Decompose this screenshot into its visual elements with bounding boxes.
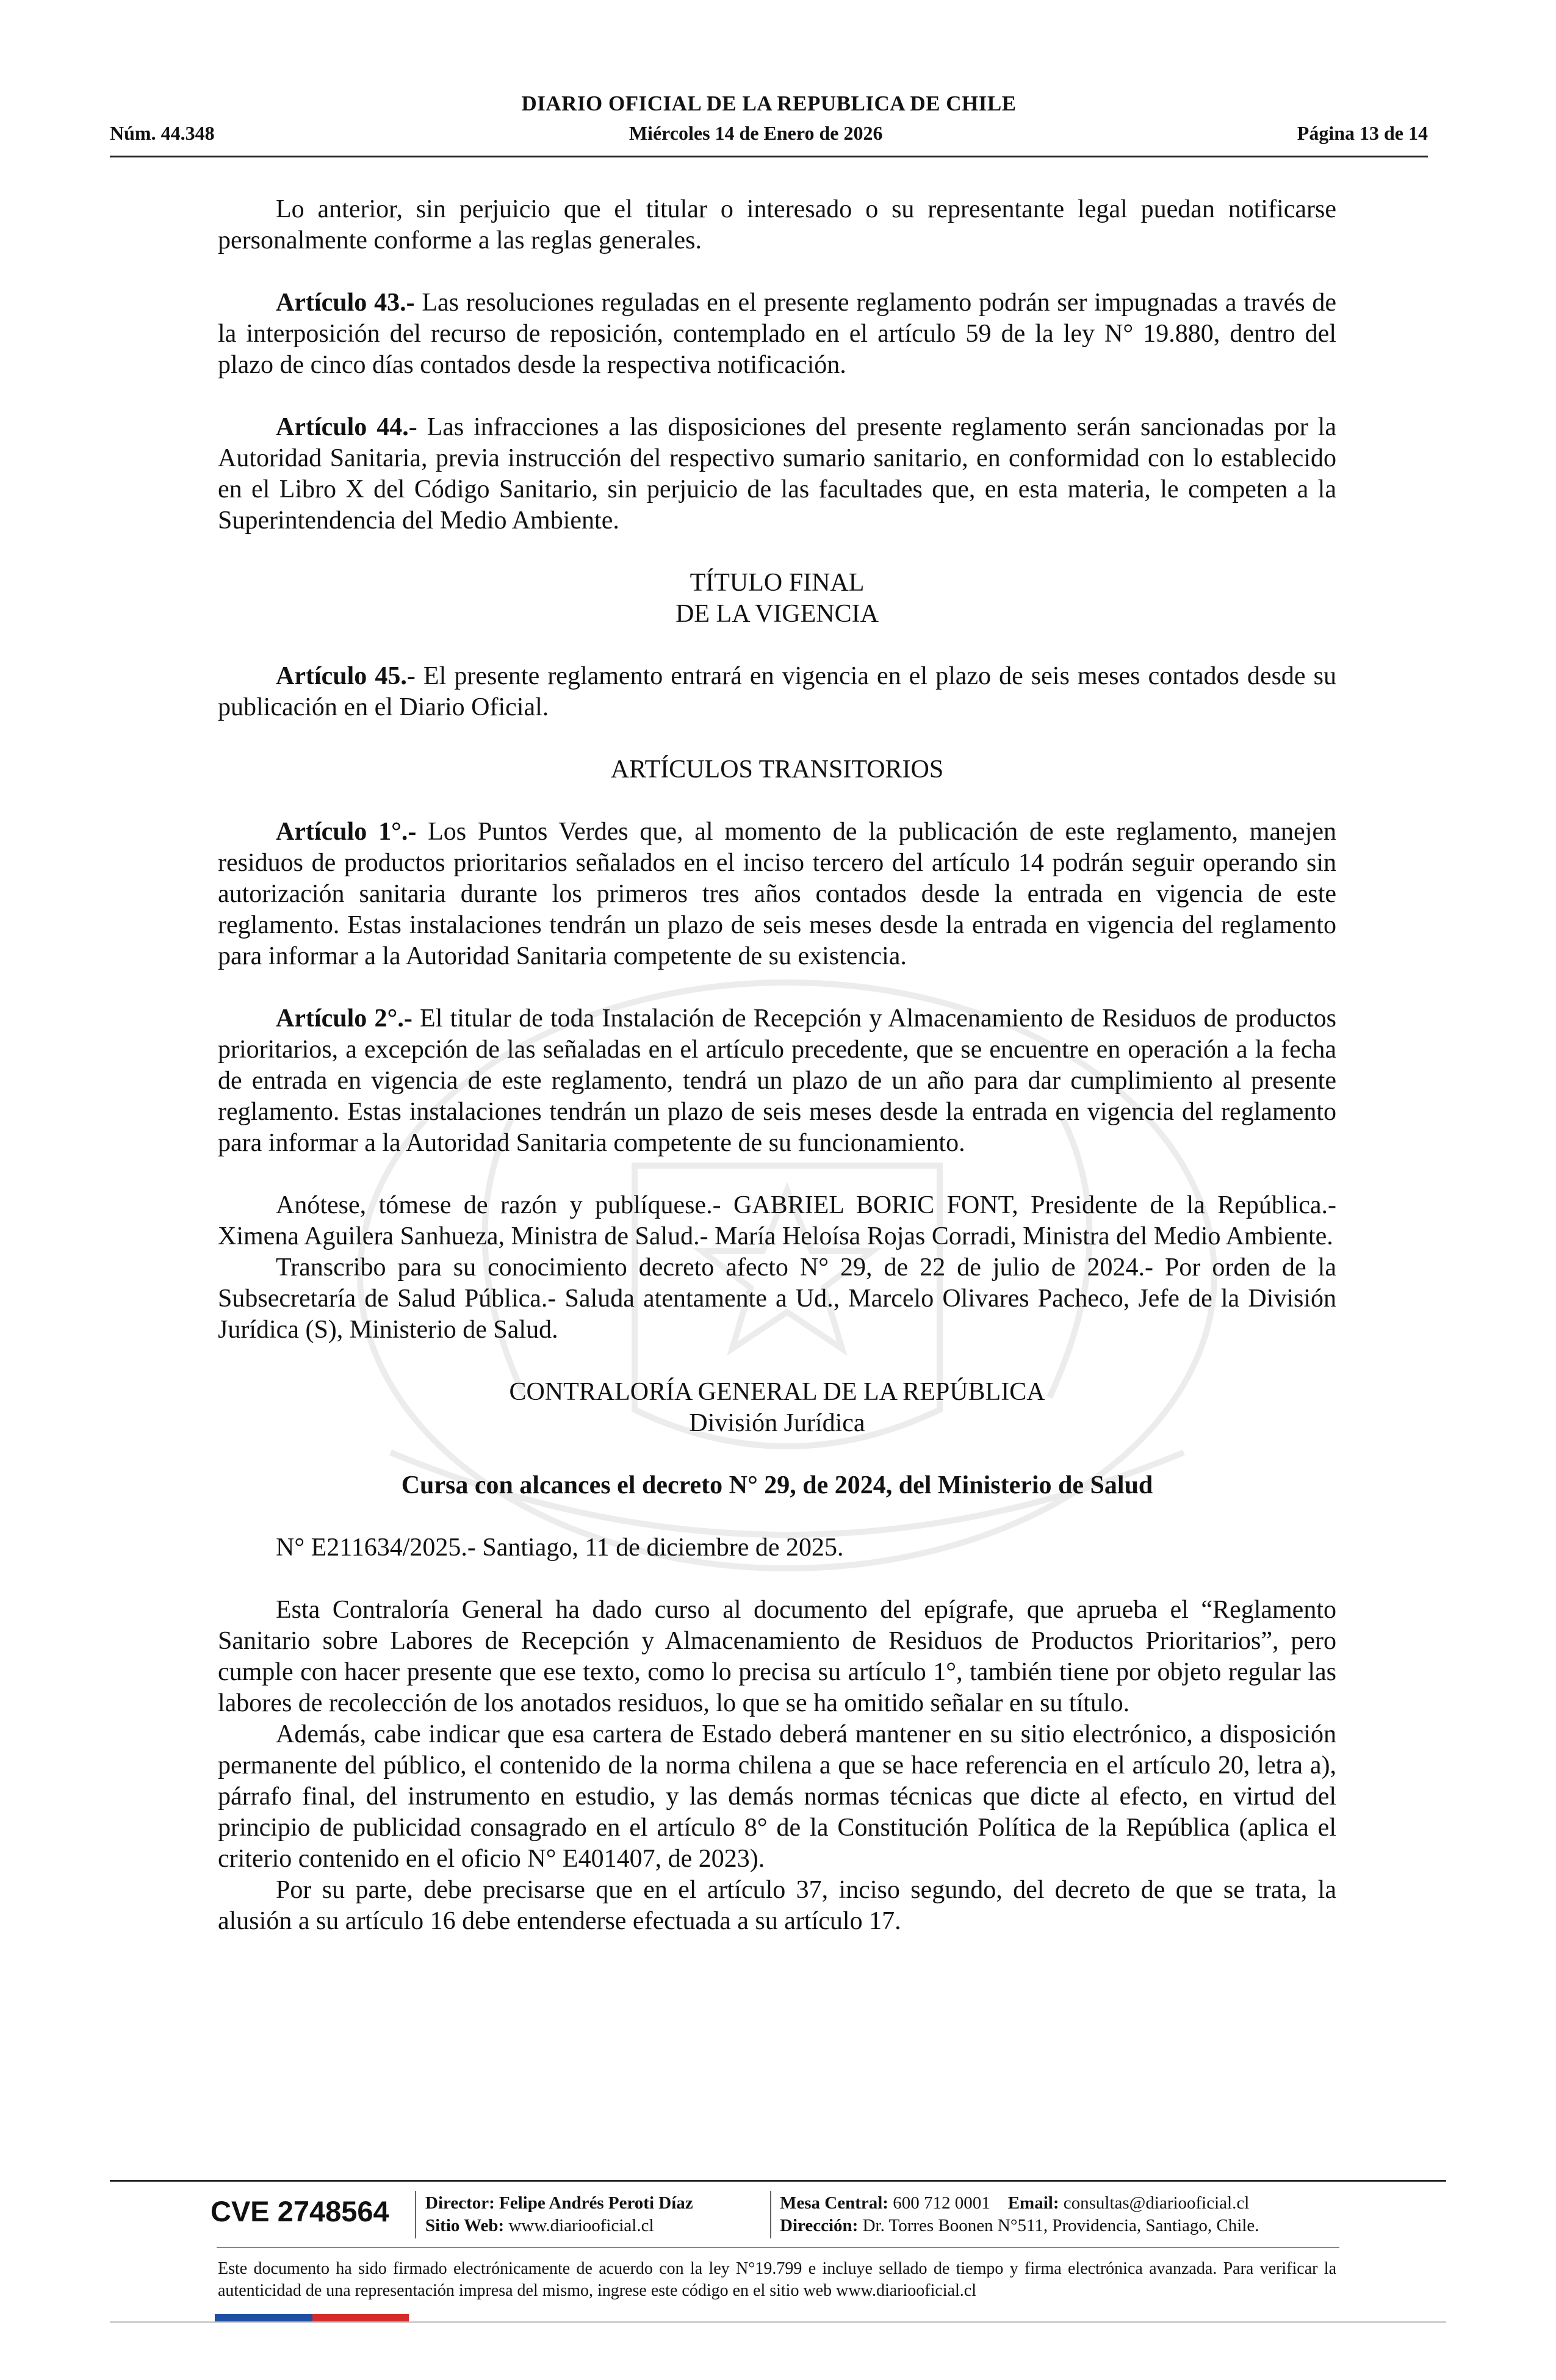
website-label: Sitio Web: [425, 2216, 505, 2235]
article-label: Artículo 45.- [276, 662, 416, 690]
paragraph: Lo anterior, sin perjuicio que el titular o interesado o su representante legal puedan notificarse personalmente conforme a las reglas generales. [218, 195, 1336, 254]
article-text: Los Puntos Verdes que, al momento de la publicación de este reglamento, manejen residuos de productos prioritarios señalados en el inciso tercero del artículo 14 podrán seguir operando sin autorización sanitaria durante los primeros tres años contados desde la entrada en vigencia de este reglamento. Estas instalaciones tendrán un plazo de seis meses desde la entrada en vigencia del reglamento para informar a la Autoridad Sanitaria competente de su existencia. [218, 818, 1336, 970]
signature-note: Este documento ha sido firmado electrónicamente de acuerdo con la ley N°19.799 e incluye sellado de tiempo y firma electrónica avanzada. Para verificar la autenticidad de una representación impresa del mismo, ingrese este código en el sitio web www.diariooficial.cl [218, 2259, 1336, 2300]
article-label: Artículo 44.- [276, 413, 417, 441]
address-label: Dirección: [780, 2216, 859, 2235]
article-label: Artículo 2°.- [276, 1004, 412, 1033]
address-value: Dr. Torres Boonen N°511, Providencia, Santiago, Chile. [858, 2216, 1259, 2235]
article-text: Las infracciones a las disposiciones del presente reglamento serán sancionadas por la Autoridad Sanitaria, previa instrucción del respectivo sumario sanitario, en conformidad con lo establecido en el Libro X del Código Sanitario, sin perjuicio de las facultades que, en esta materia, le competen a la Superintendencia del Medio Ambiente. [218, 413, 1336, 535]
footer-note-divider [217, 2247, 1339, 2248]
footer-contact-block [780, 2192, 1259, 2237]
article-43 [218, 287, 1336, 381]
website-link[interactable]: www.diariooficial.cl [504, 2216, 654, 2235]
paragraph: Esta Contraloría General ha dado curso al documento del epígrafe, que aprueba el “Reglamento Sanitario sobre Labores de Recepción y Almacenamiento de Residuos de Productos Prioritarios”, pero cumple con hacer presente que ese texto, como lo precisa su artículo 1°, también tiene por objeto regular las labores de recolección de los anotados residuos, lo que se ha omitido señalar en su título. [218, 1596, 1336, 1717]
paragraph: Además, cabe indicar que esa cartera de Estado deberá mantener en su sitio electrónico, a disposición permanente del público, el contenido de la norma chilena a que se hace referencia en el artículo 20, letra a), párrafo final, del instrumento en estudio, y las demás normas técnicas que dicte al efecto, en virtud del principio de publicidad consagrado en el artículo 8° de la Constitución Política de la República (aplica el criterio contenido en el oficio N° E401407, de 2023). [218, 1720, 1336, 1873]
issue-date: Miércoles 14 de Enero de 2026 [629, 122, 883, 144]
article-label: Artículo 1°.- [276, 818, 417, 846]
issue-number: Núm. 44.348 [110, 122, 215, 144]
bottom-rule [110, 2321, 1446, 2323]
flag-segment [361, 2314, 409, 2321]
flag-segment [264, 2314, 312, 2321]
transitory-article-1 [218, 817, 1336, 972]
header-divider [110, 156, 1428, 157]
footer-divider [110, 2180, 1446, 2182]
transcription-paragraph: Transcribo para su conocimiento decreto afecto N° 29, de 22 de julio de 2024.- Por orden de la Subsecretaría de Salud Pública.- Saluda atentamente a Ud., Marcelo Olivares Pacheco, Jefe de la División Jurídica (S), Ministerio de Salud. [218, 1253, 1336, 1344]
signatures-paragraph: Anótese, tómese de razón y publíquese.- GABRIEL BORIC FONT, Presidente de la República.- Ximena Aguilera Sanhueza, Ministra de Salud.- María Heloísa Rojas Corradi, Ministra del Medio Ambiente. [218, 1191, 1336, 1250]
footer-separator [770, 2191, 771, 2238]
contraloria-heading: CONTRALORÍA GENERAL DE LA REPÚBLICA [509, 1378, 1045, 1406]
article-text: El titular de toda Instalación de Recepción y Almacenamiento de Residuos de productos prioritarios, a excepción de las señaladas en el artículo precedente, que se encuentre en operación a la fecha de entrada en vigencia de este reglamento, tendrá un plazo de un año para dar cumplimiento al presente reglamento. Estas instalaciones tendrán un plazo de seis meses desde la entrada en vigencia del reglamento para informar a la Autoridad Sanitaria competente de su funcionamiento. [218, 1004, 1336, 1157]
article-44 [218, 412, 1336, 536]
page-number: Página 13 de 14 [1297, 122, 1428, 144]
section-heading: ARTÍCULOS TRANSITORIOS [610, 755, 944, 784]
flag-segment [215, 2314, 264, 2321]
footer-director-block [425, 2192, 693, 2237]
page-header [110, 92, 1428, 153]
flag-stripe [215, 2314, 409, 2321]
article-text: El presente reglamento entrará en vigencia en el plazo de seis meses contados desde su publicación en el Diario Oficial. [218, 662, 1336, 721]
transitory-article-2 [218, 1003, 1336, 1159]
dictamen-title: Cursa con alcances el decreto N° 29, de 2024, del Ministerio de Salud [401, 1471, 1153, 1499]
document-body [218, 194, 1336, 1937]
flag-segment [312, 2314, 361, 2321]
article-text: Las resoluciones reguladas en el presente reglamento podrán ser impugnadas a través de la interposición del recurso de reposición, contemplado en el artículo 59 de la ley N° 19.880, dentro del plazo de cinco días contados desde la respectiva notificación. [218, 289, 1336, 379]
article-label: Artículo 43.- [276, 289, 415, 317]
cve-code: CVE 2748564 [211, 2195, 389, 2227]
publication-title: DIARIO OFICIAL DE LA REPUBLICA DE CHILE [521, 92, 1017, 115]
email-link[interactable]: consultas@diariooficial.cl [1059, 2193, 1250, 2213]
email-label: Email: [1007, 2193, 1059, 2213]
mesa-label: Mesa Central: [780, 2193, 888, 2213]
dictamen-number: N° E211634/2025.- Santiago, 11 de diciembre de 2025. [276, 1534, 844, 1562]
footer-separator [415, 2191, 416, 2238]
division-heading: División Jurídica [689, 1409, 865, 1437]
director-name: Director: Felipe Andrés Peroti Díaz [425, 2193, 693, 2213]
paragraph: Por su parte, debe precisarse que en el artículo 37, inciso segundo, del decreto de que se trata, la alusión a su artículo 16 debe entenderse efectuada a su artículo 17. [218, 1876, 1336, 1935]
section-heading: TÍTULO FINAL [690, 569, 865, 597]
mesa-value: 600 712 0001 [888, 2193, 990, 2213]
section-subheading: DE LA VIGENCIA [675, 600, 879, 628]
article-45 [218, 661, 1336, 723]
